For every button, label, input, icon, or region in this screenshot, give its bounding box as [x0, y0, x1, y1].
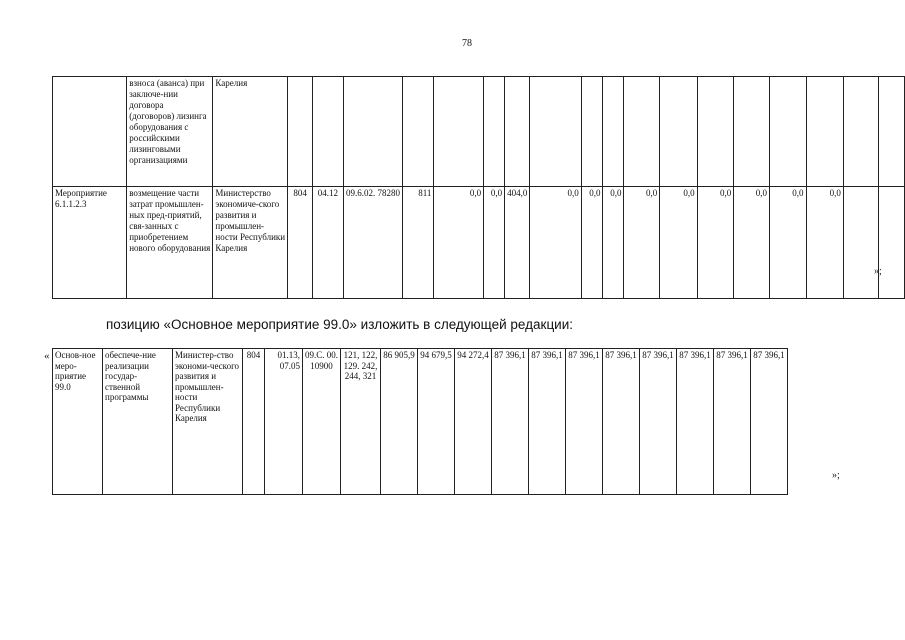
value-cell: 87 396,1: [640, 349, 677, 495]
value-cell: 0,0: [806, 187, 843, 299]
value-cell: 87 396,1: [492, 349, 529, 495]
value-cell: 0,0: [769, 187, 806, 299]
value-cell: 87 396,1: [603, 349, 640, 495]
executor-cell: Карелия: [213, 77, 288, 187]
event-description-cell: взноса (аванса) при заключе-нии договора (договоров) лизинга оборудования с российскими лизинговыми организациями: [127, 77, 213, 187]
closing-quote-2: »;: [832, 470, 840, 481]
value-cell: 87 396,1: [677, 349, 714, 495]
vr-cell: 811: [403, 187, 434, 299]
main-event-99-table: [52, 348, 788, 495]
event-description-cell: возмещение части затрат промышлен-ных пред-приятий, свя-занных с приобретением нового оборудования: [127, 187, 213, 299]
table-row: [53, 349, 788, 495]
rzpr-cell: 04.12: [312, 187, 343, 299]
table-row: [53, 187, 905, 299]
event-description-cell: обеспече-ние реализации государ-ственной программы: [103, 349, 173, 495]
table-row: [53, 77, 905, 187]
value-cell: 86 905,9: [381, 349, 418, 495]
opening-quote: «: [44, 350, 50, 362]
value-cell: 0,0: [603, 187, 624, 299]
event-name-cell: Мероприятие 6.1.1.2.3: [53, 187, 127, 299]
value-cell: 404,0: [505, 187, 530, 299]
executor-cell: Министерство экономиче-ского развития и промышлен-ности Республики Карелия: [213, 187, 288, 299]
value-cell: 0,0: [697, 187, 734, 299]
value-cell: 0,0: [530, 187, 581, 299]
value-cell: 0,0: [484, 187, 505, 299]
amendment-paragraph: позицию «Основное мероприятие 99.0» изложить в следующей редакции:: [106, 317, 574, 332]
page-number: 78: [462, 38, 472, 49]
value-cell: 87 396,1: [529, 349, 566, 495]
value-cell: 0,0: [434, 187, 484, 299]
value-cell: 87 396,1: [714, 349, 751, 495]
value-cell: 87 396,1: [566, 349, 603, 495]
executor-cell: Министер-ство экономи-ческого развития и промышлен-ности Республики Карелия: [173, 349, 243, 495]
rzpr-cell: 01.13, 07.05: [265, 349, 303, 495]
value-cell: 0,0: [624, 187, 660, 299]
csr-cell: 09.С. 00. 10900: [303, 349, 341, 495]
value-cell: 0,0: [734, 187, 770, 299]
closing-quote-1: »;: [874, 266, 882, 277]
event-name-cell: [53, 77, 127, 187]
value-cell: 94 272,4: [455, 349, 492, 495]
program-table-continuation: [52, 76, 905, 299]
grbs-cell: 804: [243, 349, 265, 495]
value-cell: 87 396,1: [751, 349, 788, 495]
value-cell: 0,0: [581, 187, 603, 299]
grbs-cell: 804: [288, 187, 313, 299]
value-cell: 94 679,5: [418, 349, 455, 495]
value-cell: 0,0: [660, 187, 697, 299]
vr-cell: 121, 122, 129. 242, 244, 321: [341, 349, 381, 495]
csr-cell: 09.6.02. 78280: [343, 187, 403, 299]
event-name-cell: Основ-ное меро-приятие 99.0: [53, 349, 103, 495]
